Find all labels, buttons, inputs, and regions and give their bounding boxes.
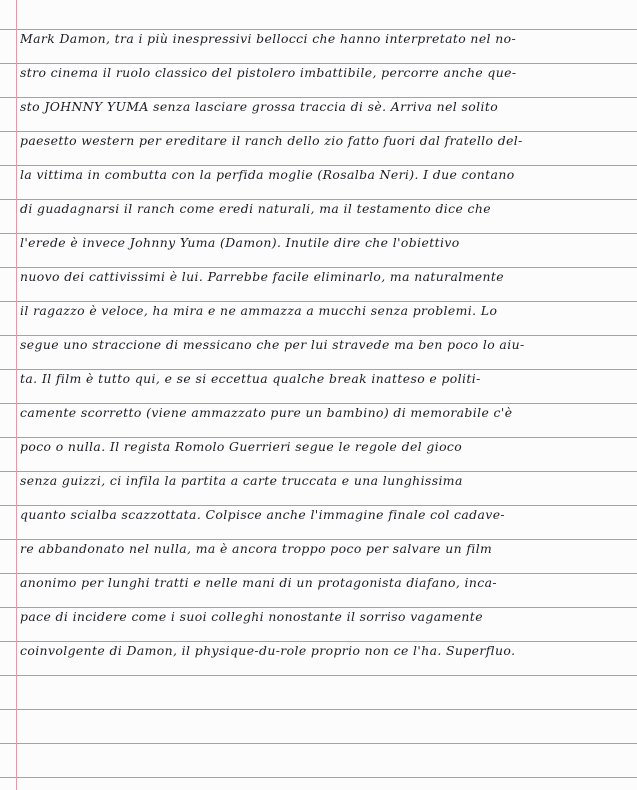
text-line: nuovo dei cattivissimi è lui. Parrebbe facile eliminarlo, ma naturalmente	[20, 269, 504, 284]
text-line: ta. Il film è tutto qui, e se si eccettua qualche break inatteso e politi-	[20, 371, 481, 386]
text-line: coinvolgente di Damon, il physique-du-role proprio non ce l'ha. Superfluo.	[20, 643, 516, 658]
handwritten-text	[20, 22, 632, 668]
text-line: quanto scialba scazzottata. Colpisce anche l'immagine finale col cadave-	[20, 507, 506, 522]
text-line: senza guizzi, ci infila la partita a carte truccata e una lunghissima	[20, 473, 463, 488]
text-line: l'erede è invece Johnny Yuma (Damon). Inutile dire che l'obiettivo	[20, 235, 460, 250]
margin-line	[16, 0, 17, 790]
text-line: anonimo per lunghi tratti e nelle mani di un protagonista diafano, inca-	[20, 575, 497, 590]
text-line: sto JOHNNY YUMA senza lasciare grossa traccia di sè. Arriva nel solito	[20, 99, 499, 114]
text-line: segue uno straccione di messicano che per lui stravede ma ben poco lo aiu-	[20, 337, 525, 352]
text-line: la vittima in combutta con la perfida moglie (Rosalba Neri). I due contano	[20, 167, 515, 182]
text-line: stro cinema il ruolo classico del pistolero imbattibile, percorre anche que-	[20, 65, 517, 80]
text-line: Mark Damon, tra i più inespressivi bellocci che hanno interpretato nel no-	[20, 31, 517, 46]
text-line: camente scorretto (viene ammazzato pure un bambino) di memorabile c'è	[20, 405, 513, 420]
text-line: di guadagnarsi il ranch come eredi naturali, ma il testamento dice che	[20, 201, 492, 216]
text-line: re abbandonato nel nulla, ma è ancora troppo poco per salvare un film	[20, 541, 493, 556]
text-line: pace di incidere come i suoi colleghi nonostante il sorriso vagamente	[20, 609, 483, 624]
text-line: il ragazzo è veloce, ha mira e ne ammazza a mucchi senza problemi. Lo	[20, 303, 498, 318]
text-line: paesetto western per ereditare il ranch dello zio fatto fuori dal fratello del-	[20, 133, 523, 148]
text-line: poco o nulla. Il regista Romolo Guerrieri segue le regole del gioco	[20, 439, 463, 454]
